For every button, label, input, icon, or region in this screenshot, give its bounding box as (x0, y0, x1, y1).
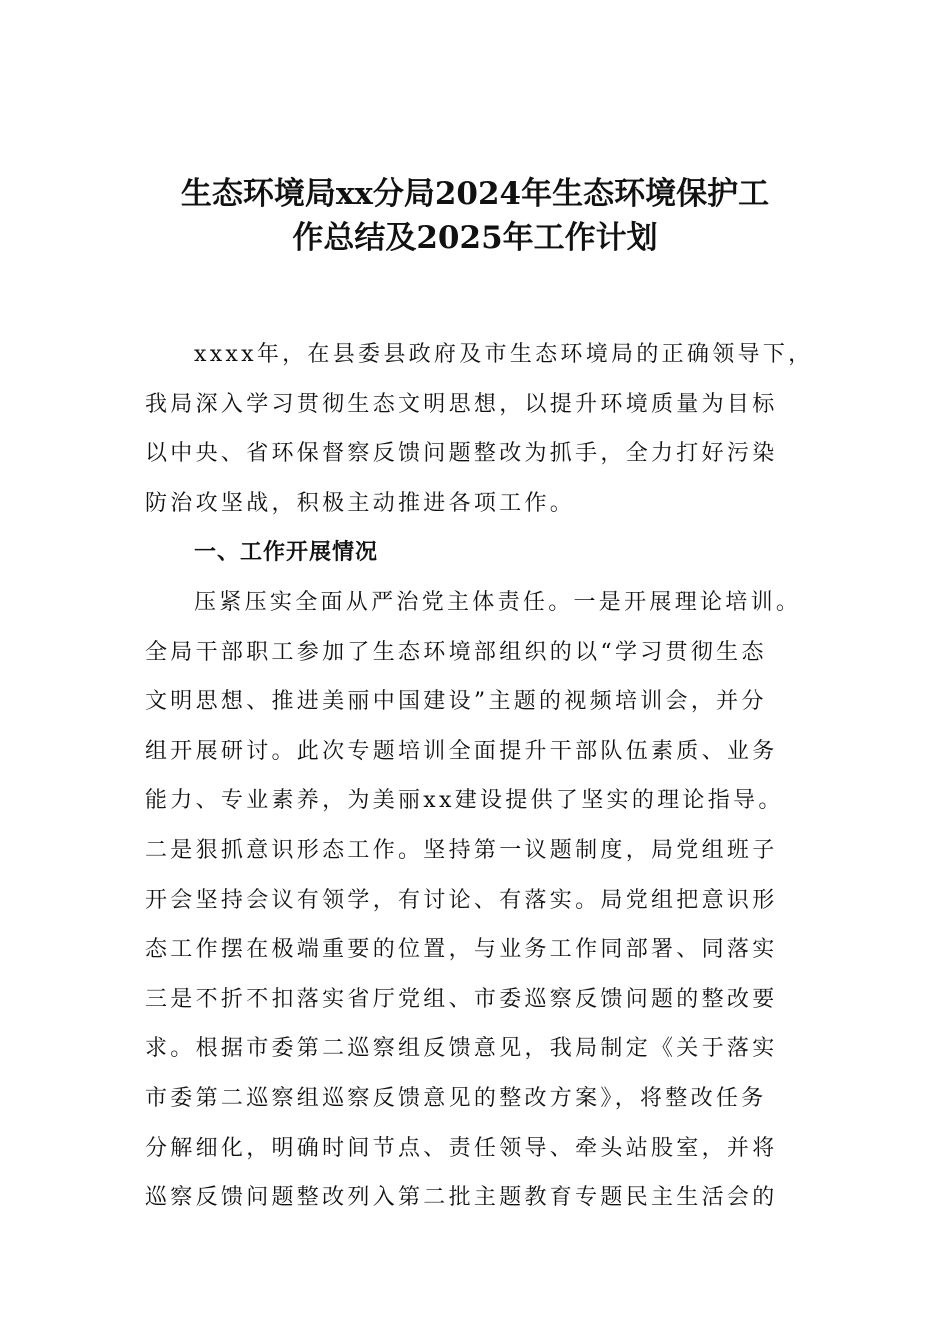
paragraph-line: 组开展研讨。此次专题培训全面提升干部队伍素质、业务 (145, 738, 778, 764)
title-line-2: 作总结及2025年工作计划 (292, 220, 658, 256)
section-heading: 一、工作开展情况 (194, 540, 379, 566)
document-body (145, 330, 835, 1223)
paragraph-line: 市委第二巡察组巡察反馈意见的整改方案》，将整改任务 (145, 1085, 767, 1111)
paragraph-line: 我局深入学习贯彻生态文明思想，以提升环境质量为目标 (145, 391, 778, 417)
paragraph-line: 以中央、省环保督察反馈问题整改为抓手，全力打好污染 (145, 441, 778, 467)
paragraph-line: 二是狠抓意识形态工作。坚持第一议题制度，局党组班子 (145, 837, 778, 863)
paragraph-line: 全局干部职工参加了生态环境部组织的以“学习贯彻生态 (145, 639, 767, 665)
paragraph-line: 分解细化，明确时间节点、责任领导、牵头站股室，并将 (145, 1135, 778, 1161)
paragraph-line: 求。根据市委第二巡察组反馈意见，我局制定《关于落实 (145, 1036, 778, 1062)
paragraph-line: 三是不折不扣落实省厅党组、市委巡察反馈问题的整改要 (145, 986, 778, 1012)
paragraph-line: 防治攻坚战，积极主动推进各项工作。 (145, 490, 576, 516)
paragraph-line: 态工作摆在极端重要的位置，与业务工作同部署、同落实 (145, 937, 778, 963)
paragraph-line: 能力、专业素养，为美丽xx建设提供了坚实的理论指导。 (145, 788, 784, 814)
title-line-1: 生态环境局xx分局2024年生态环境保护工 (180, 176, 770, 212)
paragraph-line: 巡察反馈问题整改列入第二批主题教育专题民主生活会的 (145, 1185, 778, 1211)
paragraph-line: 压紧压实全面从严治党主体责任。一是开展理论培训。 (194, 589, 802, 615)
paragraph-line: 文明思想、推进美丽中国建设”主题的视频培训会，并分 (145, 689, 767, 715)
document-title (140, 172, 810, 260)
paragraph-line: xxxx年，在县委县政府及市生态环境局的正确领导下， (194, 342, 814, 367)
paragraph-line: 开会坚持会议有领学，有讨论、有落实。局党组把意识形 (145, 887, 778, 913)
